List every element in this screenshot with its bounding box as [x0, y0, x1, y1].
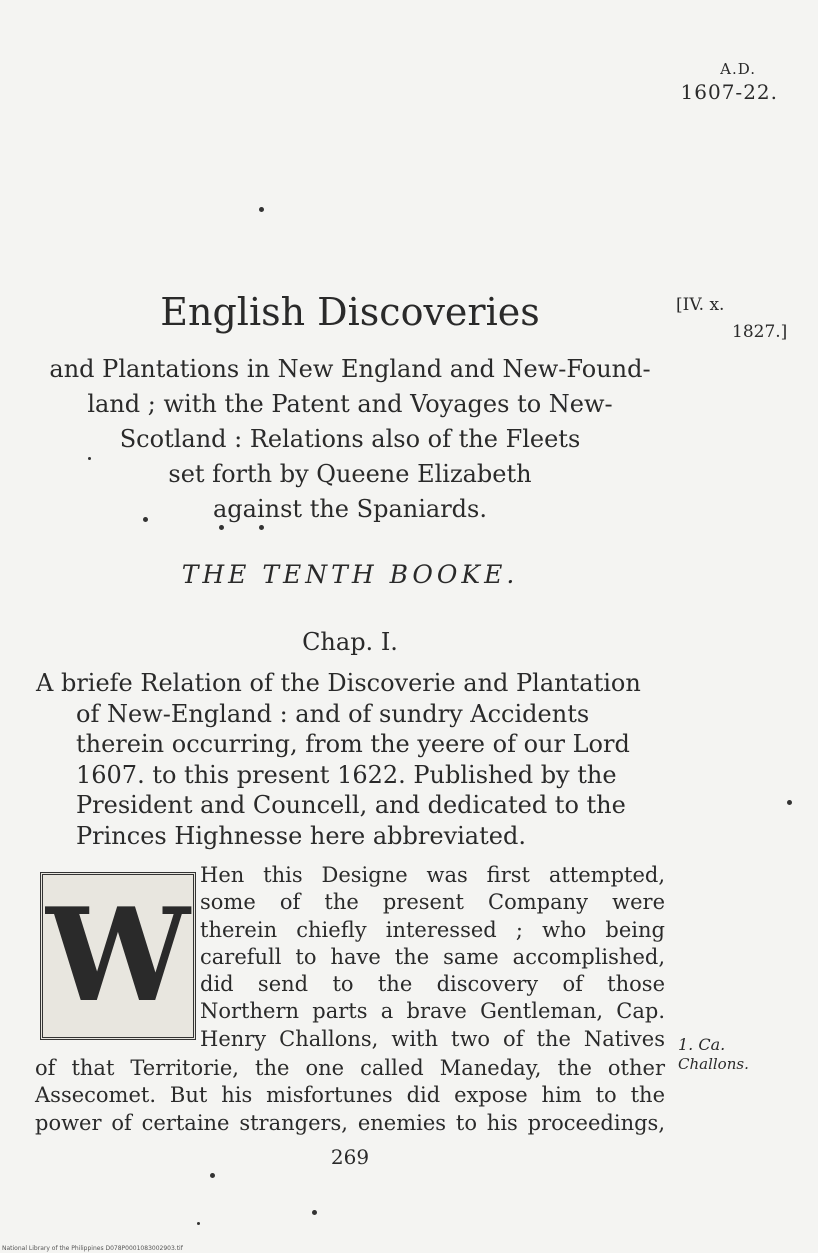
subtitle-line: against the Spaniards.	[213, 495, 487, 523]
subtitle-line: and Plantations in New England and New-Found-	[49, 355, 651, 383]
speck-dot	[88, 457, 91, 460]
summary-line: President and Councell, and dedicated to the	[76, 791, 626, 819]
speck-dot	[787, 800, 792, 805]
body-continuation	[35, 1055, 665, 1137]
speck-dot	[312, 1210, 317, 1215]
body-line: carefull to have the same accomplished,	[200, 944, 665, 969]
speck-dot	[259, 525, 264, 530]
page-title: English Discoveries	[160, 290, 540, 334]
book-heading: THE TENTH BOOKE.	[181, 560, 519, 589]
subtitle-line: Scotland : Relations also of the Fleets	[119, 425, 581, 453]
subtitle-line: land ; with the Patent and Voyages to New-	[87, 390, 613, 418]
margin-note-name: Challons.	[678, 1055, 749, 1073]
date-label: A.D.	[720, 60, 756, 78]
drop-cap-letter: W	[46, 881, 190, 1031]
speck-dot	[210, 1173, 215, 1178]
body-line: Henry Challons, with two of the Natives	[200, 1026, 665, 1051]
date-range: 1607-22.	[680, 80, 778, 104]
summary-line: therein occurring, from the yeere of our Lord	[76, 730, 630, 758]
scan-footer: National Library of the Philippines D078P0001083002903.tif	[2, 1245, 183, 1252]
body-line: some of the present Company were	[200, 890, 665, 915]
body-line: therein chiefly interessed ; who being	[200, 917, 665, 942]
speck-dot	[143, 517, 148, 522]
summary-line: 1607. to this present 1622. Published by the	[76, 760, 617, 789]
subtitle	[20, 352, 680, 527]
summary-line: A briefe Relation of the Discoverie and Plantation	[36, 669, 641, 697]
decorated-initial	[40, 872, 196, 1040]
speck-dot	[219, 525, 224, 530]
speck-dot	[259, 207, 264, 212]
body-line: did send to the discovery of those	[200, 972, 665, 997]
body-line: Northern parts a brave Gentleman, Cap.	[200, 999, 665, 1024]
body-line: power of certaine strangers, enemies to his proceedings,	[35, 1110, 665, 1135]
summary-line: of New-England : and of sundry Accidents	[76, 699, 590, 728]
page-number: 269	[330, 1145, 370, 1169]
speck-dot	[197, 1222, 200, 1225]
margin-note-number: 1. Ca.	[678, 1035, 726, 1054]
summary-line: Princes Highnesse here abbreviated.	[76, 821, 526, 850]
reference-volume: [IV. x.	[676, 295, 725, 315]
body-line: Assecomet. But his misfortunes did expose him to the	[35, 1083, 665, 1108]
reference-page: 1827.]	[732, 322, 788, 342]
body-paragraph	[200, 862, 665, 1053]
chapter-heading: Chap. I.	[302, 628, 398, 656]
body-line: Hen this Designe was first attempted,	[200, 863, 665, 887]
subtitle-line: set forth by Queene Elizabeth	[168, 460, 532, 488]
chapter-summary	[36, 668, 676, 851]
body-line: of that Territorie, the one called Maneday, the other	[35, 1056, 665, 1080]
